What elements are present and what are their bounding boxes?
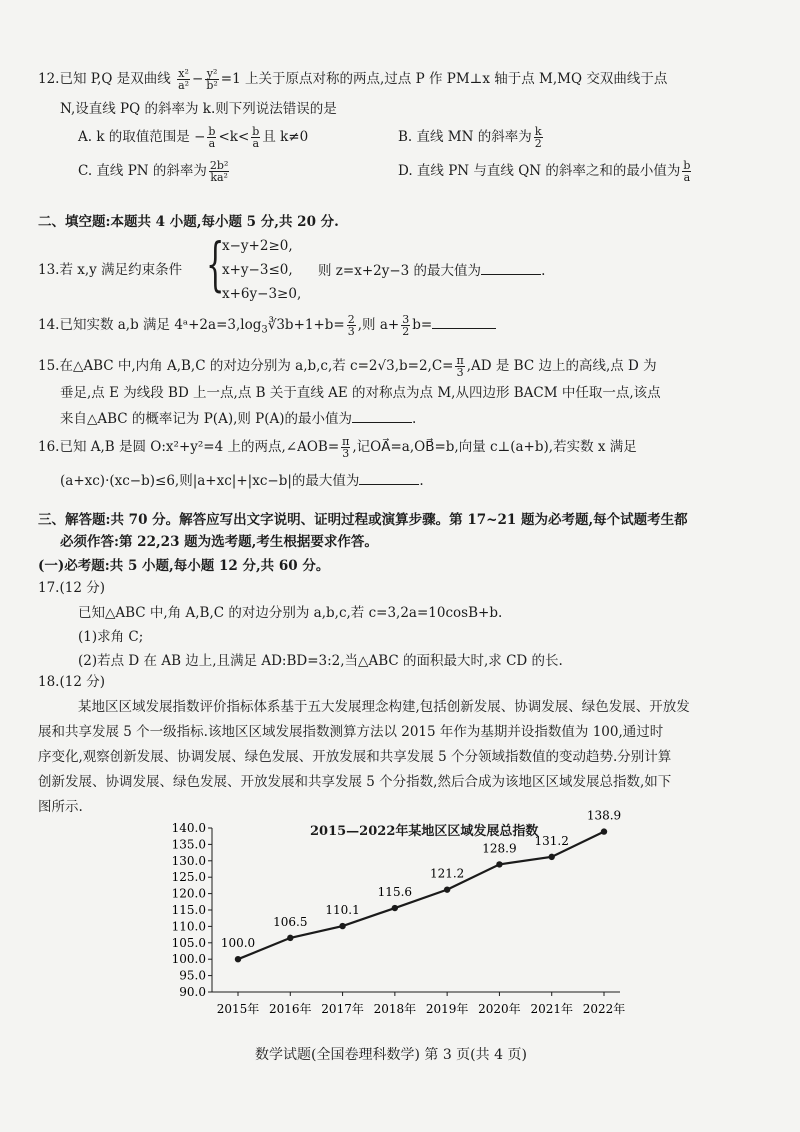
section3-line2: 必须作答:第 22,23 题为选考题,考生根据要求作答。 — [60, 534, 378, 550]
data-label: 106.5 — [273, 914, 308, 929]
data-labels — [221, 809, 621, 951]
q13-constraint-3: x+6y−3≥0, — [222, 286, 302, 302]
y-axis-ticks — [172, 821, 212, 999]
hyperbola-y-term: $\frac{\text{y²}}{\text{b²}}$ — [206, 67, 218, 92]
y-tick-label: 95.0 — [179, 968, 206, 983]
q18-head: 18.(12 分) — [38, 674, 105, 690]
q15-line2: 垂足,点 E 为线段 BD 上一点,点 B 关于直线 AE 的对称点为点 M,从四边形 BACM 中任取一点,该点 — [60, 385, 661, 401]
q12-option-d: D. 直线 PN 与直线 QN 的斜率之和的最小值为 $\frac{b}{a}$ — [398, 159, 691, 184]
section2-heading: 二、填空题:本题共 4 小题,每小题 5 分,共 20 分. — [38, 214, 339, 230]
line-chart — [0, 808, 800, 1040]
q13-lead: 13.若 x,y 满足约束条件 — [38, 262, 183, 278]
data-label: 128.9 — [482, 841, 517, 856]
data-point — [601, 828, 607, 834]
data-label: 100.0 — [220, 936, 256, 951]
q17-line1: 已知△ABC 中,角 A,B,C 的对边分别为 a,b,c,若 c=3,2a=10cosB+b. — [78, 605, 503, 621]
q12-line1: 12.已知 P,Q 是双曲线 $\frac{\text{x²}}{\text{a²}}$ − $\frac{\text{y²}}{\text{b²}}$ =1 上关于原点对称的两点,过点 P 作 PM⊥x 轴于点 M,MQ 交双曲线于点 — [38, 67, 668, 92]
x-tick-label: 2022年 — [582, 1002, 626, 1016]
q18-line2: 展和共享发展 5 个一级指标.该地区区域发展指数测算方法以 2015 年作为基期并设指数值为 100,通过时 — [38, 724, 664, 740]
page-footer: 数学试题(全国卷理科数学) 第 3 页(共 4 页) — [255, 1047, 527, 1063]
q13-constraint-2: x+y−3≤0, — [222, 262, 293, 278]
q15-answer-blank[interactable] — [352, 408, 412, 423]
q16-line1: 16.已知 A,B 是圆 O:x²+y²=4 上的两点,∠AOB= $\frac{\pi}{3}$ ,记OA⃗=a,OB⃗=b,向量 c⊥(a+b),若实数 x 满足 — [38, 435, 637, 460]
series-points — [235, 828, 607, 962]
section3-subheading: (一)必考题:共 5 小题,每小题 12 分,共 60 分。 — [38, 558, 330, 574]
hyperbola-x-term: $\frac{\text{x²}}{\text{a²}}$ — [178, 67, 190, 92]
data-point — [287, 935, 293, 941]
data-label: 131.2 — [534, 833, 569, 848]
q17-line3: (2)若点 D 在 AB 边上,且满足 AD:BD=3:2,当△ABC 的面积最大时,求 CD 的长. — [78, 653, 563, 669]
q18-line4: 创新发展、协调发展、绿色发展、开放发展和共享发展 5 个分指数,然后合成为该地区区域发展总指数,如下 — [38, 774, 672, 790]
q12-line2: N,设直线 PQ 的斜率为 k.则下列说法错误的是 — [60, 101, 337, 117]
y-tick-label: 90.0 — [179, 985, 206, 999]
x-axis-ticks — [217, 992, 626, 1016]
q12-option-c: C. 直线 PN 的斜率为 $\frac{\text{2b²}}{\text{ka²}}$ — [78, 159, 229, 184]
x-tick-label: 2015年 — [216, 1002, 260, 1016]
q17-head: 17.(12 分) — [38, 580, 105, 596]
y-tick-label: 135.0 — [171, 837, 206, 852]
y-tick-label: 115.0 — [171, 903, 206, 917]
data-point — [392, 905, 398, 911]
x-tick-label: 2018年 — [373, 1002, 417, 1016]
x-tick-label: 2019年 — [425, 1002, 469, 1016]
q18-line1: 某地区区域发展指数评价指标体系基于五大发展理念构建,包括创新发展、协调发展、绿色发展、开放发 — [78, 699, 690, 715]
q12-option-b: B. 直线 MN 的斜率为 $\frac{k}{2}$ — [398, 125, 542, 150]
y-tick-label: 120.0 — [171, 886, 206, 901]
data-point — [235, 956, 241, 962]
y-tick-label: 100.0 — [171, 952, 206, 967]
q15-line1: 15.在△ABC 中,内角 A,B,C 的对边分别为 a,b,c,若 c=2√3,b=2,C= $\frac{\pi}{3}$ ,AD 是 BC 边上的高线,点 D 为 — [38, 354, 657, 379]
y-tick-label: 140.0 — [171, 821, 206, 835]
q13-tail: 则 z=x+2y−3 的最大值为 . — [318, 260, 545, 281]
chart-title: 2015—2022年某地区区域发展总指数 — [310, 824, 539, 839]
x-tick-label: 2017年 — [321, 1002, 364, 1016]
data-label: 138.9 — [586, 808, 622, 823]
data-point — [339, 923, 345, 929]
q12-stem-tail: =1 上关于原点对称的两点,过点 P 作 PM⊥x 轴于点 M,MQ 交双曲线于点 — [220, 71, 668, 87]
q18-line3: 序变化,观察创新发展、协调发展、绿色发展、开放发展和共享发展 5 个分领域指数值的变动趋势.分别计算 — [38, 749, 672, 765]
q12-option-a: A. k 的取值范围是 − $\frac{b}{a}$ <k< $\frac{b}{a}$ 且 k≠0 — [78, 125, 309, 150]
q13-answer-blank[interactable] — [481, 260, 541, 275]
q18-line5: 图所示. — [38, 799, 83, 815]
q17-line2: (1)求角 C; — [78, 629, 144, 645]
data-label: 110.1 — [325, 903, 360, 918]
q13-constraint-1: x−y+2≥0, — [222, 238, 293, 254]
y-tick-label: 105.0 — [171, 935, 206, 950]
data-point — [496, 861, 502, 867]
q12-stem: 12.已知 P,Q 是双曲线 — [38, 71, 171, 87]
q16-line2: (a+xc)·(xc−b)≤6,则|a+xc|+|xc−b|的最大值为 . — [60, 470, 424, 491]
x-tick-label: 2021年 — [530, 1002, 573, 1016]
q14-line: 14.已知实数 a,b 满足 $4ᵃ+2a=3,\log_3∛3b+1+b=$ $\frac{2}{3}$ ,则 a+ $\frac{3}{2}$ b= — [38, 314, 496, 341]
y-tick-label: 130.0 — [171, 853, 206, 868]
q15-line3: 来自△ABC 的概率记为 P(A),则 P(A)的最小值为 . — [60, 408, 416, 429]
section3-line1: 三、解答题:共 70 分。解答应写出文字说明、证明过程或演算步骤。第 17~21 题为必考题,每个试题考生都 — [38, 512, 688, 528]
series-line — [238, 832, 604, 960]
data-point — [444, 886, 450, 892]
data-label: 121.2 — [429, 866, 465, 881]
q16-answer-blank[interactable] — [359, 470, 419, 485]
x-tick-label: 2016年 — [269, 1002, 312, 1016]
y-tick-label: 110.0 — [171, 919, 206, 934]
x-tick-label: 2020年 — [478, 1002, 521, 1016]
data-point — [549, 854, 555, 860]
q14-answer-blank[interactable] — [432, 314, 496, 329]
y-tick-label: 125.0 — [171, 870, 206, 885]
q13-brace: { — [206, 230, 225, 298]
data-label: 115.6 — [377, 885, 413, 900]
